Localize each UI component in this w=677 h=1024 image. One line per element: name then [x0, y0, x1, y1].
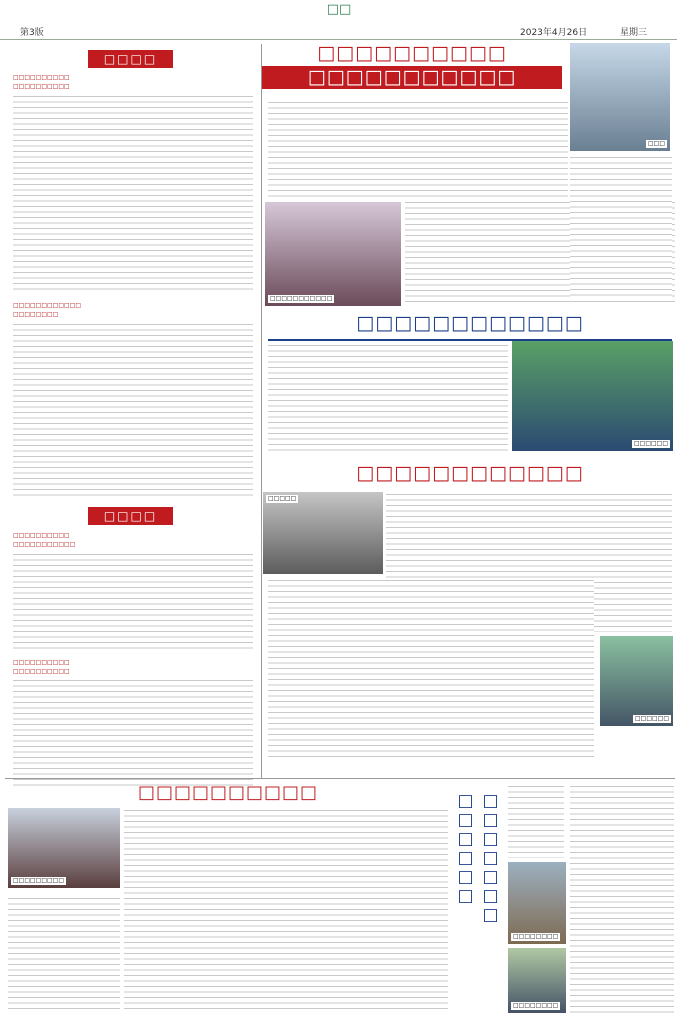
article-body: [13, 678, 253, 788]
subhead: □□□□□□□□□□: [13, 668, 70, 675]
article-body: [570, 155, 672, 300]
column-divider: [261, 44, 262, 778]
photo-caption: □□□: [647, 140, 665, 147]
photo-caption: □□□□□: [268, 495, 297, 502]
subhead: □□□□□□□□□□: [13, 532, 70, 539]
page-header: [0, 0, 677, 40]
subhead: □□□□□□□□□□: [13, 83, 70, 90]
article-body: [13, 322, 253, 497]
bottom-section-rule: [5, 778, 675, 779]
article-body: [124, 808, 448, 1013]
headline-3: □□□□□□□□□□□□: [356, 462, 584, 484]
photo-caption: □□□□□□□□: [513, 933, 559, 940]
subhead: □□□□□□□□: [13, 311, 59, 318]
page-number: 第3版: [20, 28, 44, 38]
photo-committee-group: [8, 808, 120, 888]
photo-caption: □□□□□□: [634, 715, 669, 722]
subhead: □□□□□□□□□□□: [13, 541, 76, 548]
article-body: [13, 552, 253, 652]
photo-tour-group: [600, 636, 673, 726]
newspaper-logo: □□: [326, 2, 352, 17]
photo-speaker: [570, 43, 670, 151]
headline-1-line1: □□□□□□□□□□: [317, 42, 507, 64]
headline-2: □□□□□□□□□□□□: [268, 314, 672, 341]
article-body: [268, 343, 508, 455]
subhead: □□□□□□□□□□: [13, 659, 70, 666]
headline-4: □□□□□□□□□□: [137, 782, 319, 803]
article-body: [8, 896, 120, 1013]
article-body: [508, 784, 564, 858]
photo-port-visit: [508, 862, 566, 944]
article-body: [570, 784, 674, 1013]
photo-hk-visit: [512, 341, 673, 451]
weekday: 星期三: [620, 28, 648, 38]
photo-caption: □□□□□□: [633, 440, 668, 447]
headline-5-col1: □□□□□□: [457, 791, 475, 906]
photo-caption: □□□□□□□□□□□: [270, 295, 333, 302]
photo-tourism-meeting: [263, 492, 383, 574]
subhead: □□□□□□□□□□□□: [13, 302, 82, 309]
issue-date: 2023年4月26日: [520, 28, 588, 38]
section-bar-lianghan: □□□□: [88, 50, 173, 68]
article-body: [268, 578, 594, 760]
article-body: [268, 100, 568, 198]
photo-caption: □□□□□□□□□: [13, 877, 65, 884]
subhead: □□□□□□□□□□: [13, 74, 70, 81]
section-bar-guoji: □□□□: [88, 507, 173, 525]
photo-caption: □□□□□□□□: [513, 1002, 559, 1009]
photo-port-facility: [508, 948, 566, 1013]
headline-5-col2: □□□□□□□: [482, 791, 500, 925]
article-body: [13, 94, 253, 294]
headline-1-line2: □□□□□□□□□□□: [262, 66, 562, 89]
photo-award-ceremony: [265, 202, 401, 306]
